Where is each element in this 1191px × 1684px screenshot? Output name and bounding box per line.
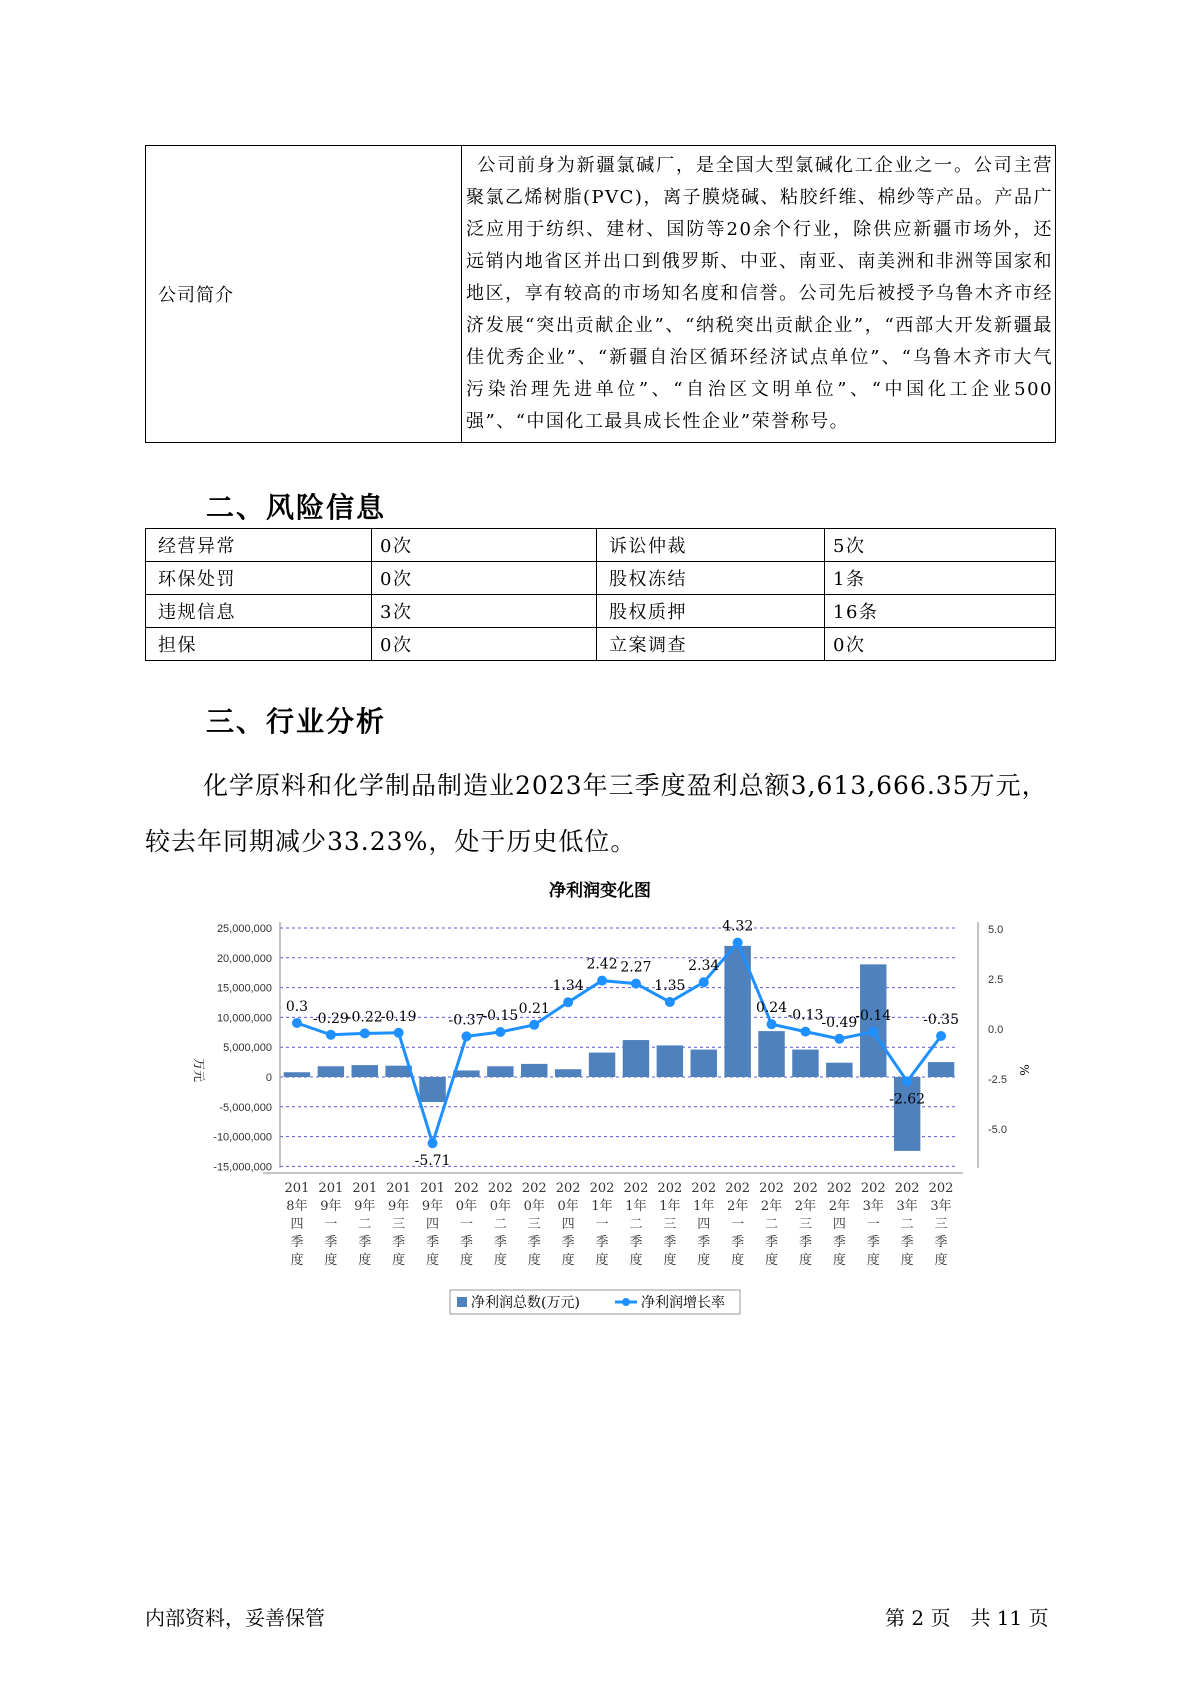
risk-cell: 担保: [146, 628, 372, 661]
x-tick-label: 度: [561, 1253, 575, 1268]
growth-point: [292, 1018, 302, 1028]
x-tick-label: 202: [691, 1181, 717, 1196]
x-tick-label: 度: [663, 1253, 677, 1268]
growth-point: [665, 997, 675, 1007]
x-tick-label: 9年: [354, 1199, 376, 1214]
x-tick-label: 度: [493, 1253, 507, 1268]
bar: [894, 1077, 920, 1151]
y-right-tick-label: 0.0: [988, 1024, 1004, 1036]
x-tick-label: 季: [426, 1235, 440, 1250]
x-tick-label: 季: [324, 1235, 338, 1250]
x-tick-label: 202: [454, 1181, 479, 1196]
x-tick-label: 季: [832, 1235, 846, 1250]
x-tick-label: 一: [324, 1217, 338, 1232]
growth-data-label: 2.42: [586, 956, 618, 973]
growth-point: [597, 976, 607, 986]
x-tick-label: 9年: [421, 1199, 444, 1214]
x-tick-label: 202: [826, 1181, 852, 1196]
risk-cell: 5次: [825, 529, 1056, 562]
x-tick-label: 度: [798, 1253, 812, 1268]
y-right-axis-label: %: [1017, 1064, 1031, 1076]
growth-data-label: 2.27: [620, 959, 652, 976]
growth-data-label: 0.21: [518, 1000, 550, 1017]
x-tick-label: 度: [426, 1253, 440, 1268]
x-tick-label: 201: [386, 1181, 412, 1196]
x-tick-label: 0年: [557, 1199, 579, 1214]
x-tick-label: 季: [392, 1235, 406, 1250]
bar: [758, 1031, 784, 1077]
x-tick-label: 季: [697, 1235, 711, 1250]
x-tick-label: 度: [459, 1253, 473, 1268]
net-profit-chart: [145, 872, 1031, 1322]
y-right-tick-label: -2.5: [988, 1074, 1007, 1086]
x-tick-label: 四: [290, 1217, 304, 1232]
x-tick-label: 202: [555, 1181, 581, 1196]
footer-left: 内部资料，妥善保管: [145, 1606, 325, 1630]
x-tick-label: 季: [595, 1235, 609, 1250]
x-tick-label: 季: [765, 1235, 779, 1250]
table-row: [146, 628, 1056, 661]
x-tick-label: 2年: [828, 1199, 850, 1214]
x-tick-label: 202: [521, 1181, 547, 1196]
growth-data-label: -0.13: [787, 1007, 824, 1024]
x-tick-label: 四: [697, 1217, 711, 1232]
x-tick-label: 二: [629, 1217, 643, 1232]
risk-table: [145, 528, 1056, 661]
x-tick-label: 度: [324, 1253, 338, 1268]
x-tick-label: 季: [798, 1235, 812, 1250]
x-tick-label: 202: [860, 1181, 886, 1196]
x-tick-label: 1年: [693, 1199, 715, 1214]
x-tick-label: 二: [900, 1217, 914, 1232]
x-tick-label: 202: [928, 1181, 954, 1196]
x-tick-label: 201: [284, 1181, 310, 1196]
growth-data-label: -0.19: [380, 1008, 417, 1025]
x-tick-label: 1年: [625, 1199, 647, 1214]
growth-point: [936, 1031, 946, 1041]
x-tick-label: 2年: [794, 1199, 817, 1214]
x-tick-label: 季: [290, 1235, 304, 1250]
growth-point: [902, 1076, 912, 1086]
y-left-tick-label: 0: [265, 1072, 272, 1084]
x-tick-label: 0年: [523, 1199, 545, 1214]
industry-paragraph-text: 化学原料和化学制品制造业2023年三季度盈利总额3,613,666.35万元，较去年同期减少33.23%，处于历史低位。: [145, 771, 1048, 856]
growth-data-label: 0.24: [755, 1000, 788, 1017]
y-left-tick-label: -5,000,000: [219, 1101, 272, 1114]
x-tick-label: 二: [765, 1217, 779, 1232]
intro-label: 公司简介: [146, 146, 462, 443]
growth-data-label: -0.35: [923, 1012, 960, 1028]
intro-text-body: 公司前身为新疆氯碱厂，是全国大型氯碱化工企业之一。公司主营聚氯乙烯树脂(PVC)，离子膜烧碱、粘胶纤维、棉纱等产品。产品广泛应用于纺织、建材、国防等20余个行业，除供应新疆市场外，还远销内地省区并出口到俄罗斯、中亚、南亚、南美洲和非洲等国家和地区，享有较高的市场知名度和信誉。公司先后被授予乌鲁木齐市经济发展“突出贡献企业”、“纳税突出贡献企业”，“西部大开发新疆最佳优秀企业”、“新疆自治区循环经济试点单位”、“乌鲁木齐市大气污染治理先进单位”、“自治区文明单位”、“中国化工企业500强”、“中国化工最具成长性企业”荣誉称号。: [466, 155, 1053, 432]
x-tick-label: 3年: [930, 1199, 952, 1214]
growth-data-label: -0.14: [855, 1007, 892, 1024]
growth-point: [563, 997, 573, 1007]
x-tick-label: 季: [561, 1235, 575, 1250]
table-row: [146, 562, 1056, 595]
risk-cell: 违规信息: [146, 595, 372, 628]
x-tick-label: 202: [657, 1181, 683, 1196]
legend-line-marker: [622, 1298, 630, 1306]
x-tick-label: 1年: [659, 1199, 681, 1214]
x-tick-label: 季: [358, 1235, 372, 1250]
x-tick-label: 201: [420, 1181, 445, 1196]
x-tick-label: 一: [866, 1217, 880, 1232]
industry-paragraph: [145, 758, 1065, 870]
growth-point: [631, 979, 641, 989]
x-tick-label: 二: [493, 1217, 507, 1232]
bar: [589, 1053, 615, 1077]
bar: [555, 1069, 581, 1077]
risk-cell: 0次: [372, 529, 597, 562]
x-tick-label: 三: [392, 1217, 406, 1232]
x-tick-label: 201: [352, 1181, 378, 1196]
growth-point: [495, 1027, 505, 1037]
risk-cell: 0次: [372, 562, 597, 595]
growth-point: [529, 1020, 539, 1030]
bar: [623, 1040, 649, 1077]
x-tick-label: 度: [527, 1253, 541, 1268]
x-tick-label: 1年: [591, 1199, 613, 1214]
x-tick-label: 一: [595, 1217, 609, 1232]
growth-point: [360, 1028, 370, 1038]
x-tick-label: 3年: [862, 1199, 884, 1214]
x-tick-label: 2年: [760, 1199, 783, 1214]
legend-bar-label: 净利润总数(万元): [471, 1295, 580, 1311]
x-tick-label: 0年: [455, 1199, 478, 1214]
risk-cell: 立案调查: [597, 628, 825, 661]
y-left-axis-label: 万元: [192, 1057, 206, 1083]
growth-data-label: -0.15: [482, 1008, 519, 1024]
growth-data-label: 0.3: [285, 999, 309, 1015]
risk-cell: 1条: [825, 562, 1056, 595]
bar: [928, 1062, 954, 1077]
y-left-tick-label: 5,000,000: [223, 1042, 272, 1055]
x-tick-label: 度: [765, 1253, 779, 1268]
x-tick-label: 季: [900, 1235, 914, 1250]
risk-cell: 16条: [825, 595, 1056, 628]
bar: [691, 1050, 717, 1077]
bar: [419, 1077, 445, 1102]
growth-point: [428, 1138, 438, 1148]
x-tick-label: 度: [358, 1253, 372, 1268]
y-left-tick-label: -15,000,000: [213, 1161, 272, 1174]
bar: [453, 1070, 479, 1077]
x-tick-label: 季: [629, 1235, 643, 1250]
x-tick-label: 202: [623, 1181, 649, 1196]
x-tick-label: 三: [798, 1217, 812, 1232]
company-intro-table: [145, 145, 1056, 443]
x-tick-label: 2年: [727, 1199, 749, 1214]
bar: [521, 1064, 547, 1077]
footer-page-number: 第 2 页 共 11 页: [885, 1606, 1049, 1630]
x-tick-label: 度: [866, 1253, 880, 1268]
risk-cell: 0次: [372, 628, 597, 661]
growth-data-label: -0.29: [312, 1010, 349, 1027]
bar: [657, 1045, 683, 1077]
risk-cell: 3次: [372, 595, 597, 628]
table-row: [146, 529, 1056, 562]
x-tick-label: 三: [527, 1217, 541, 1232]
x-tick-label: 季: [527, 1235, 541, 1250]
growth-data-label: -0.22: [346, 1009, 383, 1026]
x-tick-label: 二: [358, 1217, 372, 1232]
x-tick-label: 季: [934, 1235, 948, 1250]
x-tick-label: 202: [793, 1181, 818, 1196]
x-tick-label: 度: [697, 1253, 711, 1268]
x-tick-label: 三: [663, 1217, 677, 1232]
growth-point: [699, 977, 709, 987]
section-title-risk: 二、风险信息: [206, 491, 387, 524]
x-tick-label: 度: [900, 1253, 914, 1268]
x-tick-label: 201: [318, 1181, 344, 1196]
x-tick-label: 202: [759, 1181, 784, 1196]
risk-cell: 环保处罚: [146, 562, 372, 595]
risk-cell: 经营异常: [146, 529, 372, 562]
section-title-industry: 三、行业分析: [206, 705, 387, 738]
risk-cell: 股权质押: [597, 595, 825, 628]
table-row: [146, 595, 1056, 628]
x-tick-label: 度: [934, 1253, 948, 1268]
x-tick-label: 度: [832, 1253, 846, 1268]
x-tick-label: 8年: [286, 1199, 308, 1214]
x-tick-label: 度: [290, 1253, 304, 1268]
x-tick-label: 度: [595, 1253, 609, 1268]
growth-point: [326, 1030, 336, 1040]
x-tick-label: 9年: [320, 1199, 342, 1214]
legend-line-label: 净利润增长率: [641, 1295, 725, 1311]
growth-data-label: 1.34: [552, 978, 584, 995]
growth-point: [461, 1031, 471, 1041]
y-right-tick-label: 2.5: [988, 974, 1004, 986]
growth-point: [868, 1027, 878, 1037]
x-tick-label: 202: [589, 1181, 615, 1196]
x-tick-label: 202: [894, 1181, 920, 1196]
y-left-tick-label: 25,000,000: [216, 923, 272, 935]
x-tick-label: 三: [934, 1217, 948, 1232]
x-tick-label: 一: [459, 1217, 473, 1232]
x-tick-label: 季: [493, 1235, 507, 1250]
x-tick-label: 一: [731, 1217, 745, 1232]
y-left-tick-label: 20,000,000: [216, 952, 272, 965]
intro-text: [462, 146, 1056, 443]
x-tick-label: 季: [731, 1235, 745, 1250]
growth-point: [834, 1034, 844, 1044]
x-tick-label: 9年: [388, 1199, 410, 1214]
risk-cell: 0次: [825, 628, 1056, 661]
chart-title: 净利润变化图: [549, 881, 651, 901]
growth-data-label: -5.71: [414, 1153, 451, 1170]
x-tick-label: 四: [561, 1217, 575, 1232]
bar: [284, 1072, 310, 1077]
growth-point: [394, 1028, 404, 1038]
bar: [792, 1050, 818, 1077]
x-tick-label: 度: [629, 1253, 643, 1268]
x-tick-label: 3年: [896, 1199, 918, 1214]
growth-point: [767, 1019, 777, 1029]
y-right-tick-label: -5.0: [988, 1124, 1007, 1136]
y-left-tick-label: 10,000,000: [216, 1012, 272, 1025]
legend-bar-swatch: [457, 1297, 467, 1307]
x-tick-label: 202: [725, 1181, 751, 1196]
x-tick-label: 季: [663, 1235, 677, 1250]
growth-data-label: -0.49: [821, 1014, 858, 1031]
growth-point: [800, 1027, 810, 1037]
growth-data-label: -0.37: [448, 1012, 485, 1029]
y-left-tick-label: -10,000,000: [213, 1131, 272, 1144]
x-tick-label: 度: [731, 1253, 745, 1268]
x-tick-label: 202: [487, 1181, 513, 1196]
y-left-tick-label: 15,000,000: [216, 982, 272, 995]
x-tick-label: 度: [392, 1253, 406, 1268]
growth-point: [733, 938, 743, 948]
risk-cell: 诉讼仲裁: [597, 529, 825, 562]
x-tick-label: 季: [866, 1235, 880, 1250]
growth-data-label: 2.34: [688, 958, 720, 975]
bar: [487, 1066, 513, 1077]
growth-data-label: 1.35: [654, 978, 686, 994]
bar: [352, 1065, 378, 1077]
risk-cell: 股权冻结: [597, 562, 825, 595]
growth-data-label: 4.32: [722, 918, 754, 935]
bar: [826, 1063, 852, 1077]
bar: [318, 1066, 344, 1077]
x-tick-label: 四: [832, 1217, 846, 1232]
y-right-tick-label: 5.0: [988, 924, 1004, 936]
x-tick-label: 0年: [489, 1199, 511, 1214]
x-tick-label: 四: [426, 1217, 440, 1232]
growth-data-label: -2.62: [889, 1091, 926, 1108]
x-tick-label: 季: [459, 1235, 473, 1250]
